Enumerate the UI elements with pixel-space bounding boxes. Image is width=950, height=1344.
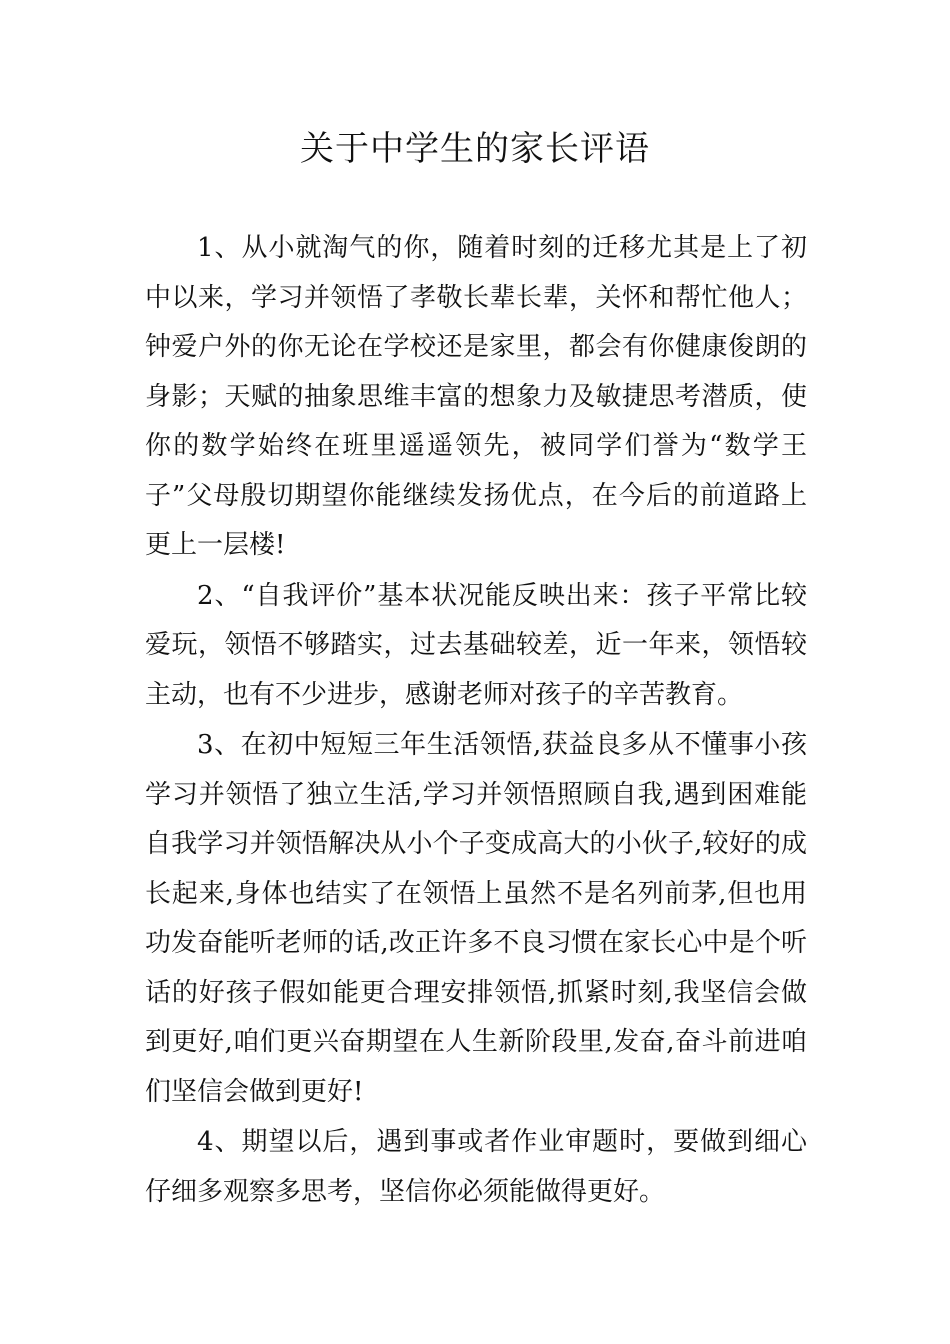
document-title: 关于中学生的家长评语 [300, 129, 650, 169]
paragraph-3: 3、在初中短短三年生活领悟,获益良多从不懂事小孩学习并领悟了独立生活,学习并领悟照顾自我,遇到困难能自我学习并领悟解决从小个子变成高大的小伙子,较好的成长起来,身体也结实了在领悟上虽然不是名列前茅,但也用功发奋能听老师的话,改正许多不良习惯在家长心中是个听话的好孩子假如能更合理安排领悟,抓紧时刻,我坚信会做到更好,咱们更兴奋期望在人生新阶段里,发奋,奋斗前进咱们坚信会做到更好! [145, 730, 807, 1107]
paragraph-2: 2、“自我评价”基本状况能反映出来：孩子平常比较爱玩，领悟不够踏实，过去基础较差，近一年来，领悟较主动，也有不少进步，感谢老师对孩子的辛苦教育。 [145, 580, 807, 710]
paragraph-4: 4、期望以后，遇到事或者作业审题时，要做到细心仔细多观察多思考，坚信你必须能做得更好。 [145, 1127, 807, 1207]
paragraph-1: 1、从小就淘气的你，随着时刻的迁移尤其是上了初中以来，学习并领悟了孝敬长辈长辈，关怀和帮忙他人；钟爱户外的你无论在学校还是家里，都会有你健康俊朗的身影；天赋的抽象思维丰富的想象力及敏捷思考潜质，使你的数学始终在班里遥遥领先，被同学们誉为“数学王子”父母殷切期望你能继续发扬优点，在今后的前道路上更上一层楼! [145, 233, 807, 560]
document-body [145, 224, 807, 1217]
